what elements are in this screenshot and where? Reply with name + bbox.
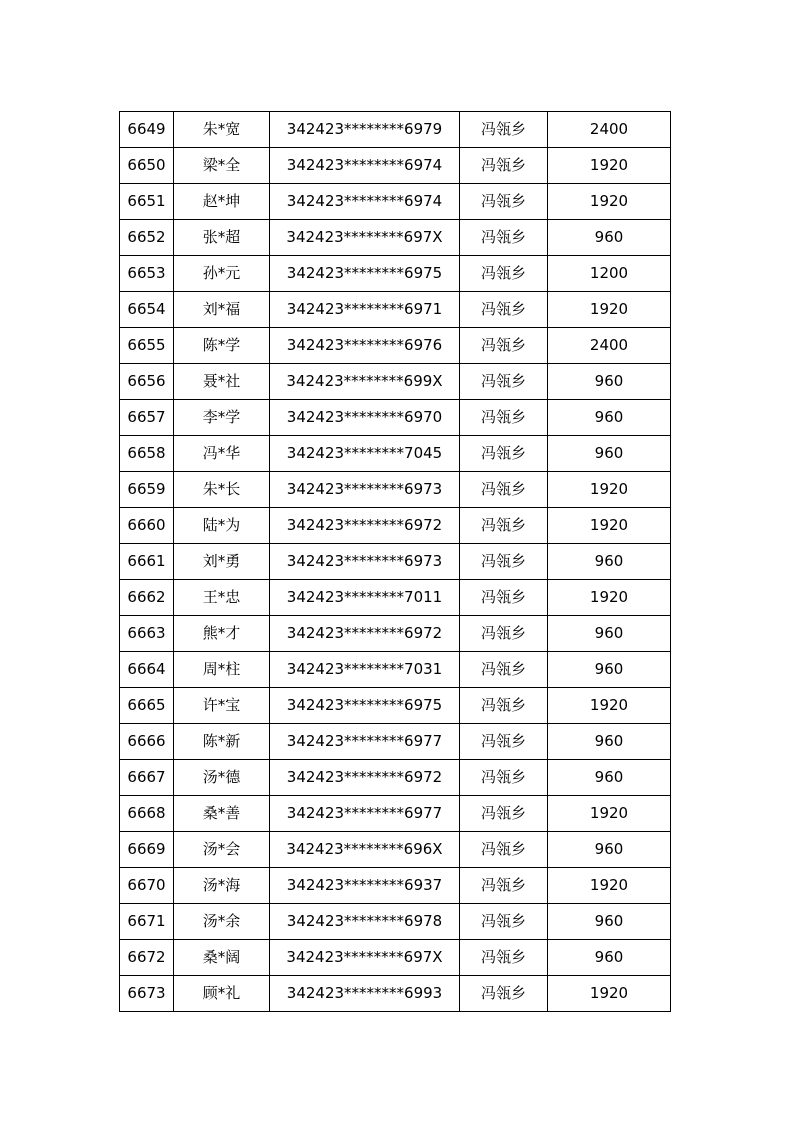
- table-row: [120, 508, 671, 544]
- subsidy-amount-cell: 960: [548, 220, 671, 256]
- township-cell: 冯瓴乡: [460, 688, 548, 724]
- township-cell: 冯瓴乡: [460, 868, 548, 904]
- table-row: [120, 184, 671, 220]
- person-name-cell: 汤*德: [174, 760, 270, 796]
- row-number-cell: 6649: [120, 112, 174, 148]
- row-number-cell: 6666: [120, 724, 174, 760]
- person-name-cell: 朱*宽: [174, 112, 270, 148]
- township-cell: 冯瓴乡: [460, 652, 548, 688]
- row-number-cell: 6653: [120, 256, 174, 292]
- row-number-cell: 6656: [120, 364, 174, 400]
- subsidy-amount-cell: 960: [548, 832, 671, 868]
- id-number-cell: 342423********6975: [270, 688, 460, 724]
- person-name-cell: 王*忠: [174, 580, 270, 616]
- row-number-cell: 6671: [120, 904, 174, 940]
- id-number-cell: 342423********6972: [270, 760, 460, 796]
- township-cell: 冯瓴乡: [460, 328, 548, 364]
- person-name-cell: 陈*学: [174, 328, 270, 364]
- row-number-cell: 6661: [120, 544, 174, 580]
- person-name-cell: 李*学: [174, 400, 270, 436]
- id-number-cell: 342423********697X: [270, 220, 460, 256]
- row-number-cell: 6670: [120, 868, 174, 904]
- subsidy-amount-cell: 1920: [548, 472, 671, 508]
- table-row: [120, 364, 671, 400]
- subsidy-table: [119, 111, 671, 1012]
- township-cell: 冯瓴乡: [460, 508, 548, 544]
- subsidy-amount-cell: 1920: [548, 580, 671, 616]
- township-cell: 冯瓴乡: [460, 940, 548, 976]
- person-name-cell: 许*宝: [174, 688, 270, 724]
- table-row: [120, 436, 671, 472]
- row-number-cell: 6662: [120, 580, 174, 616]
- subsidy-amount-cell: 960: [548, 724, 671, 760]
- township-cell: 冯瓴乡: [460, 148, 548, 184]
- id-number-cell: 342423********699X: [270, 364, 460, 400]
- subsidy-amount-cell: 1920: [548, 508, 671, 544]
- id-number-cell: 342423********6975: [270, 256, 460, 292]
- township-cell: 冯瓴乡: [460, 580, 548, 616]
- table-row: [120, 328, 671, 364]
- row-number-cell: 6655: [120, 328, 174, 364]
- id-number-cell: 342423********697X: [270, 940, 460, 976]
- person-name-cell: 周*柱: [174, 652, 270, 688]
- table-row: [120, 832, 671, 868]
- row-number-cell: 6659: [120, 472, 174, 508]
- row-number-cell: 6667: [120, 760, 174, 796]
- township-cell: 冯瓴乡: [460, 904, 548, 940]
- row-number-cell: 6650: [120, 148, 174, 184]
- row-number-cell: 6665: [120, 688, 174, 724]
- id-number-cell: 342423********696X: [270, 832, 460, 868]
- subsidy-amount-cell: 1200: [548, 256, 671, 292]
- row-number-cell: 6673: [120, 976, 174, 1012]
- subsidy-amount-cell: 960: [548, 904, 671, 940]
- township-cell: 冯瓴乡: [460, 760, 548, 796]
- person-name-cell: 桑*阔: [174, 940, 270, 976]
- person-name-cell: 聂*社: [174, 364, 270, 400]
- id-number-cell: 342423********6977: [270, 796, 460, 832]
- township-cell: 冯瓴乡: [460, 976, 548, 1012]
- id-number-cell: 342423********7045: [270, 436, 460, 472]
- row-number-cell: 6652: [120, 220, 174, 256]
- township-cell: 冯瓴乡: [460, 832, 548, 868]
- person-name-cell: 汤*海: [174, 868, 270, 904]
- subsidy-amount-cell: 960: [548, 760, 671, 796]
- table-row: [120, 544, 671, 580]
- table-row: [120, 904, 671, 940]
- township-cell: 冯瓴乡: [460, 436, 548, 472]
- township-cell: 冯瓴乡: [460, 400, 548, 436]
- id-number-cell: 342423********6972: [270, 616, 460, 652]
- person-name-cell: 赵*坤: [174, 184, 270, 220]
- subsidy-amount-cell: 960: [548, 616, 671, 652]
- person-name-cell: 张*超: [174, 220, 270, 256]
- id-number-cell: 342423********6974: [270, 148, 460, 184]
- township-cell: 冯瓴乡: [460, 184, 548, 220]
- person-name-cell: 朱*长: [174, 472, 270, 508]
- subsidy-amount-cell: 960: [548, 436, 671, 472]
- person-name-cell: 陆*为: [174, 508, 270, 544]
- subsidy-amount-cell: 960: [548, 940, 671, 976]
- township-cell: 冯瓴乡: [460, 724, 548, 760]
- table-row: [120, 796, 671, 832]
- person-name-cell: 刘*福: [174, 292, 270, 328]
- row-number-cell: 6660: [120, 508, 174, 544]
- person-name-cell: 顾*礼: [174, 976, 270, 1012]
- table-row: [120, 940, 671, 976]
- table-row: [120, 148, 671, 184]
- person-name-cell: 冯*华: [174, 436, 270, 472]
- subsidy-amount-cell: 1920: [548, 976, 671, 1012]
- subsidy-amount-cell: 960: [548, 400, 671, 436]
- table-row: [120, 976, 671, 1012]
- table-row: [120, 616, 671, 652]
- subsidy-amount-cell: 1920: [548, 292, 671, 328]
- person-name-cell: 孙*元: [174, 256, 270, 292]
- id-number-cell: 342423********6971: [270, 292, 460, 328]
- id-number-cell: 342423********7031: [270, 652, 460, 688]
- township-cell: 冯瓴乡: [460, 220, 548, 256]
- person-name-cell: 梁*全: [174, 148, 270, 184]
- table-row: [120, 220, 671, 256]
- subsidy-amount-cell: 1920: [548, 796, 671, 832]
- person-name-cell: 熊*才: [174, 616, 270, 652]
- id-number-cell: 342423********6974: [270, 184, 460, 220]
- id-number-cell: 342423********6970: [270, 400, 460, 436]
- id-number-cell: 342423********7011: [270, 580, 460, 616]
- table-row: [120, 292, 671, 328]
- subsidy-amount-cell: 1920: [548, 184, 671, 220]
- township-cell: 冯瓴乡: [460, 256, 548, 292]
- subsidy-amount-cell: 960: [548, 652, 671, 688]
- subsidy-amount-cell: 1920: [548, 868, 671, 904]
- row-number-cell: 6657: [120, 400, 174, 436]
- subsidy-amount-cell: 960: [548, 544, 671, 580]
- township-cell: 冯瓴乡: [460, 364, 548, 400]
- township-cell: 冯瓴乡: [460, 616, 548, 652]
- township-cell: 冯瓴乡: [460, 472, 548, 508]
- id-number-cell: 342423********6973: [270, 472, 460, 508]
- id-number-cell: 342423********6976: [270, 328, 460, 364]
- subsidy-amount-cell: 960: [548, 364, 671, 400]
- row-number-cell: 6668: [120, 796, 174, 832]
- subsidy-amount-cell: 2400: [548, 328, 671, 364]
- table-row: [120, 472, 671, 508]
- id-number-cell: 342423********6978: [270, 904, 460, 940]
- id-number-cell: 342423********6972: [270, 508, 460, 544]
- table-row: [120, 256, 671, 292]
- township-cell: 冯瓴乡: [460, 796, 548, 832]
- row-number-cell: 6669: [120, 832, 174, 868]
- table-row: [120, 688, 671, 724]
- subsidy-amount-cell: 1920: [548, 688, 671, 724]
- person-name-cell: 汤*余: [174, 904, 270, 940]
- person-name-cell: 汤*会: [174, 832, 270, 868]
- table-row: [120, 868, 671, 904]
- person-name-cell: 陈*新: [174, 724, 270, 760]
- row-number-cell: 6654: [120, 292, 174, 328]
- township-cell: 冯瓴乡: [460, 544, 548, 580]
- id-number-cell: 342423********6977: [270, 724, 460, 760]
- table-row: [120, 724, 671, 760]
- table-row: [120, 760, 671, 796]
- row-number-cell: 6658: [120, 436, 174, 472]
- township-cell: 冯瓴乡: [460, 112, 548, 148]
- row-number-cell: 6672: [120, 940, 174, 976]
- subsidy-amount-cell: 2400: [548, 112, 671, 148]
- row-number-cell: 6651: [120, 184, 174, 220]
- id-number-cell: 342423********6973: [270, 544, 460, 580]
- table-row: [120, 580, 671, 616]
- person-name-cell: 桑*善: [174, 796, 270, 832]
- subsidy-amount-cell: 1920: [548, 148, 671, 184]
- row-number-cell: 6664: [120, 652, 174, 688]
- township-cell: 冯瓴乡: [460, 292, 548, 328]
- table-row: [120, 112, 671, 148]
- person-name-cell: 刘*勇: [174, 544, 270, 580]
- table-body: [120, 112, 671, 1012]
- row-number-cell: 6663: [120, 616, 174, 652]
- id-number-cell: 342423********6993: [270, 976, 460, 1012]
- table-row: [120, 652, 671, 688]
- id-number-cell: 342423********6979: [270, 112, 460, 148]
- table-row: [120, 400, 671, 436]
- id-number-cell: 342423********6937: [270, 868, 460, 904]
